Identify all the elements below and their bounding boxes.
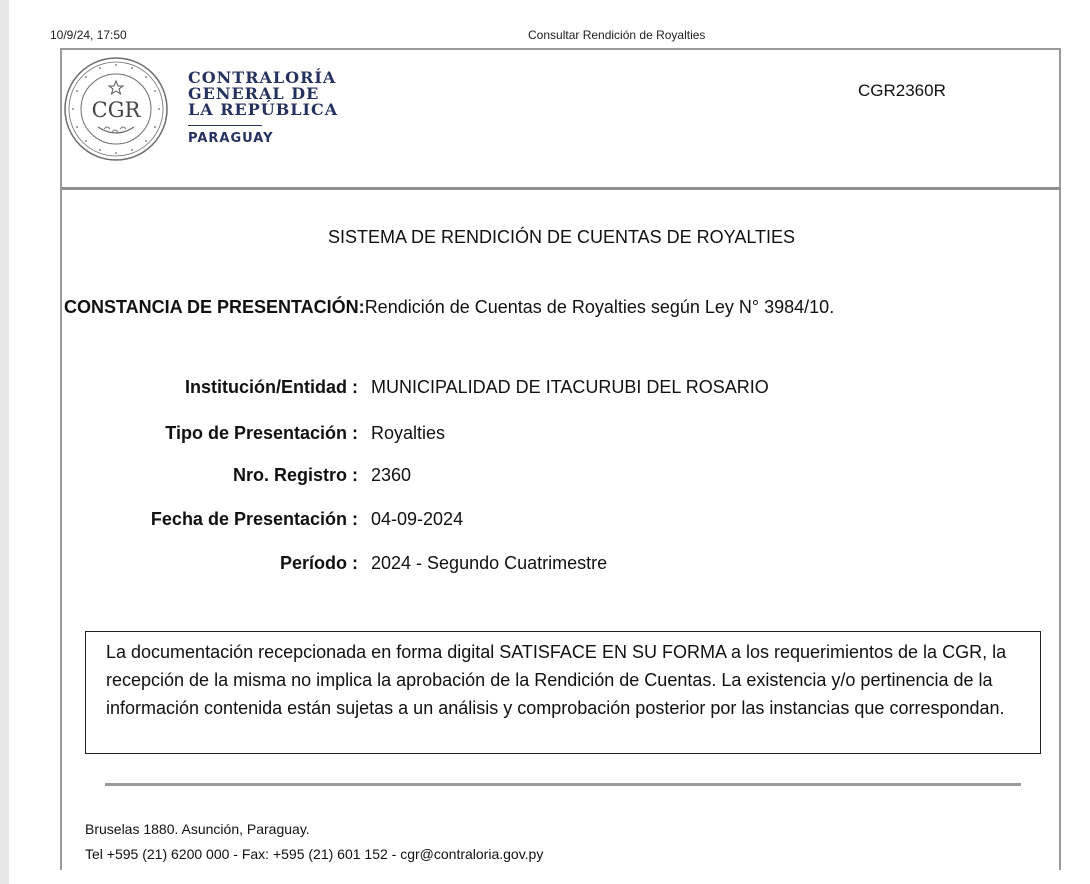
constancia-line (64, 297, 834, 318)
field-label-periodo: Período : (279, 553, 358, 573)
field-value-periodo: 2024 - Segundo Cuatrimestre (371, 553, 608, 573)
header-divider (62, 187, 1061, 190)
field-value-registro: 2360 (371, 465, 412, 485)
field-value-institucion: MUNICIPALIDAD DE ITACURUBI DEL ROSARIO (371, 377, 769, 397)
print-page-title: Consultar Rendición de Royalties (528, 28, 706, 42)
print-datetime: 10/9/24, 17:50 (50, 28, 127, 42)
notice-box: La documentación recepcionada en forma digital SATISFACE EN SU FORMA a los requerimientos de la CGR, la recepción de la misma no implica la aprobación de la Rendición de Cuentas. La existencia y/o pertinencia de la información contenida están sujetas a un análisis y comprobación posterior por las instancias que correspondan. (85, 631, 1041, 754)
org-name-line3: LA REPÚBLICA (188, 100, 339, 119)
constancia-text: Rendición de Cuentas de Royalties según Ley N° 3984/10. (364, 297, 835, 317)
org-name-line2: GENERAL DE (188, 84, 320, 103)
org-name-line1: CONTRALORÍA (188, 68, 337, 87)
constancia-label: CONSTANCIA DE PRESENTACIÓN: (64, 297, 365, 317)
system-title: SISTEMA DE RENDICIÓN DE CUENTAS DE ROYALTIES (327, 227, 796, 247)
field-label-registro: Nro. Registro : (232, 465, 358, 485)
field-label-institucion: Institución/Entidad : (185, 377, 358, 397)
document-code: CGR2360R (858, 81, 946, 100)
field-label-tipo: Tipo de Presentación : (165, 423, 358, 443)
org-name (188, 70, 338, 118)
cgr-seal-logo (62, 55, 170, 163)
seal-initials: CGR (91, 98, 141, 122)
org-country: PARAGUAY (188, 131, 274, 146)
field-value-fecha: 04-09-2024 (371, 509, 464, 529)
field-value-tipo: Royalties (371, 423, 446, 443)
footer-contact: Tel +595 (21) 6200 000 - Fax: +595 (21) 601 152 - cgr@contraloria.gov.py (85, 846, 544, 862)
field-label-fecha: Fecha de Presentación : (150, 509, 358, 529)
footer-divider (105, 783, 1021, 786)
viewer-left-edge (0, 0, 9, 884)
org-name-underline (188, 125, 262, 126)
footer-address: Bruselas 1880. Asunción, Paraguay. (85, 821, 310, 837)
